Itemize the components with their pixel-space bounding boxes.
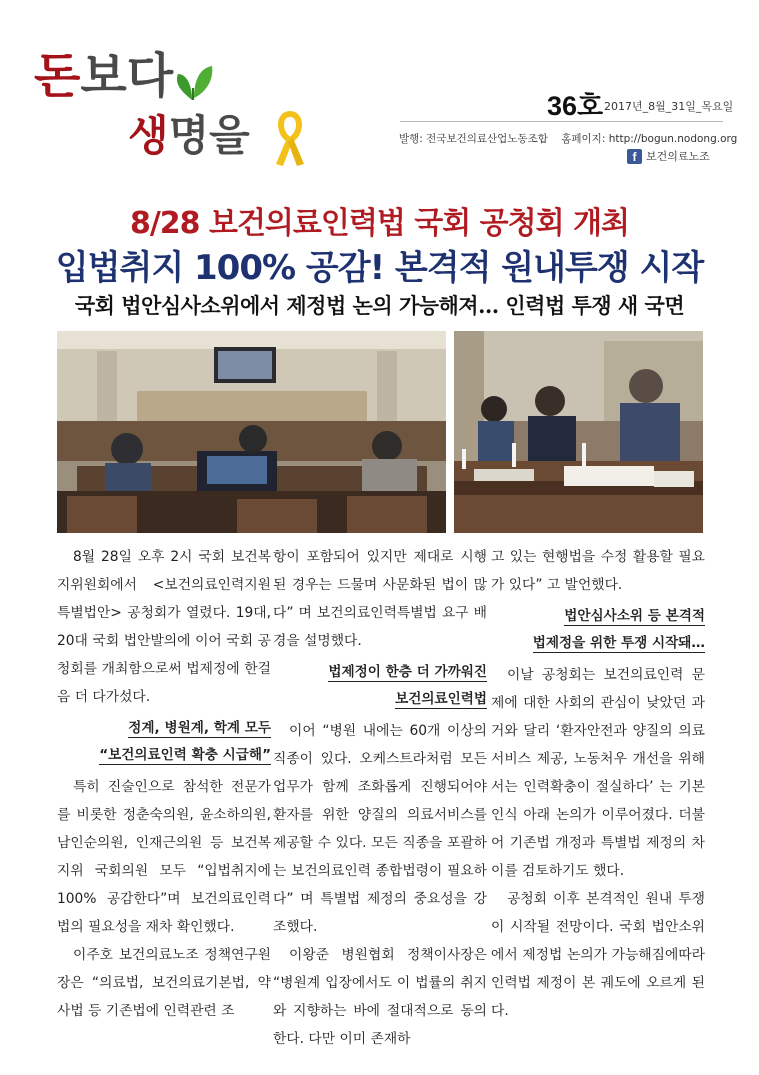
logo-char-don: 돈 xyxy=(34,48,81,104)
logo-line-2 xyxy=(128,110,250,162)
logo-text-boda: 보다 xyxy=(80,48,174,104)
subheading-3 xyxy=(491,603,705,657)
issue-number: 36호 xyxy=(547,91,604,121)
photo-witness-panel xyxy=(454,331,703,533)
publisher-line xyxy=(399,131,737,146)
homepage-link[interactable]: 홈페이지: http://bogun.nodong.org xyxy=(561,133,738,145)
publisher: 발행: 전국보건의료산업노동조합 xyxy=(399,133,548,145)
facebook-label: 보건의료노조 xyxy=(646,150,710,163)
subheading-2 xyxy=(273,659,487,713)
logo-line-1 xyxy=(34,48,173,104)
article-column-1 xyxy=(57,543,271,1025)
leaf-icon xyxy=(172,62,214,104)
facebook-icon: f xyxy=(627,149,642,164)
headline-sub: 8/28 보건의료인력법 국회 공청회 개최 xyxy=(129,206,630,241)
paragraph: 이날 공청회는 보건의료인력 문제에 대한 사회의 관심이 낮았던 과거와 달리 ‘환자안전과 양질의 의료서비스 제공, 노동처우 개선을 위해서는 인력확충이 절실하다’ 는 기본 인식 아래 논의가 이루어졌다. 더불어 기존법 개정과 특별법 제정의 차이를 검토하기도 했다. xyxy=(491,667,705,879)
paragraph: 공청회 이후 본격적인 원내 투쟁이 시작될 전망이다. 국회 법안소위에서 제정법 논의가 가능해짐에따라 인력법 제정이 본 궤도에 오르게 된다. xyxy=(491,891,705,1019)
headline-main: 입법취지 100% 공감! 본격적 원내투쟁 시작 xyxy=(55,248,704,288)
paragraph: 이왕준 병원협회 정책이사장은 “병원계 입장에서도 이 법률의 취지와 지향하는 바에 절대적으로 동의한다. 다만 이미 존재하 xyxy=(273,947,487,1047)
subheading-2-line-2: 보건의료인력법 xyxy=(395,691,487,707)
subheading-3-line-1: 법안심사소위 등 본격적 xyxy=(564,608,705,624)
paragraph: 특히 진술인으로 참석한 전문가를 비롯한 정춘숙의원, 윤소하의원, 남인순의원, 인재근의원 등 보건복지위 국회의원 모두 “입법취지에 100% 공감한다”며 보건의료인력법의 필요성을 재차 확인했다. xyxy=(57,779,271,935)
subheading-1-line-1: 정계, 병원계, 학계 모두 xyxy=(128,720,271,736)
yellow-ribbon-icon xyxy=(272,110,308,168)
issue-date: 2017년_8월_31일_목요일 xyxy=(604,100,734,113)
paragraph: 항이 포함되어 있지만 제대로 시행된 경우는 드물며 사문화된 법이 많다” 며 보건의료인력특별법 요구 배경을 설명했다. xyxy=(273,549,487,649)
article-column-3 xyxy=(491,543,705,1025)
paragraph: 이주호 보건의료노조 정책연구원장은 “의료법, 보건의료기본법, 약사법 등 기존법에 인력관련 조 xyxy=(57,947,271,1019)
paragraph: 이어 “병원 내에는 60개 이상의 직종이 있다. 오케스트라처럼 모든 업무가 함께 조화롭게 진행되어야 환자를 위한 양질의 의료서비스를 제공할 수 있다. 모든 직종을 포괄하는 보건의료인력 종합법령이 필요하다” 며 특별법 제정의 중요성을 강조했다. xyxy=(273,723,487,935)
logo-char-saeng: 생 xyxy=(128,111,169,160)
logo-text-myeongeul: 명을 xyxy=(168,111,250,160)
facebook-link[interactable] xyxy=(627,148,710,164)
subheading-2-line-1: 법제정이 한층 더 가까워진 xyxy=(328,664,487,680)
paragraph: 고 있는 현행법을 수정 활용할 필요가 있다” 고 발언했다. xyxy=(491,549,705,593)
headline-deck: 국회 법안심사소위에서 제정법 논의 가능해져… 인력법 투쟁 새 국면 xyxy=(74,293,685,318)
photo-hearing-room xyxy=(57,331,446,533)
article-column-2 xyxy=(273,543,487,1053)
subheading-1 xyxy=(57,715,271,769)
subheading-3-line-2: 법제정을 위한 투쟁 시작돼… xyxy=(532,635,705,651)
subheading-1-line-2: “보건의료인력 확충 시급해” xyxy=(99,747,271,763)
paragraph: 8월 28일 오후 2시 국회 보건복지위원회에서 <보건의료인력지원특별법안> 공청회가 열렸다. 19대, 20대 국회 법안발의에 이어 국회 공청회를 개최함으로써 법제정에 한걸음 더 다가섰다. xyxy=(57,549,271,705)
masthead-rule xyxy=(400,121,723,122)
